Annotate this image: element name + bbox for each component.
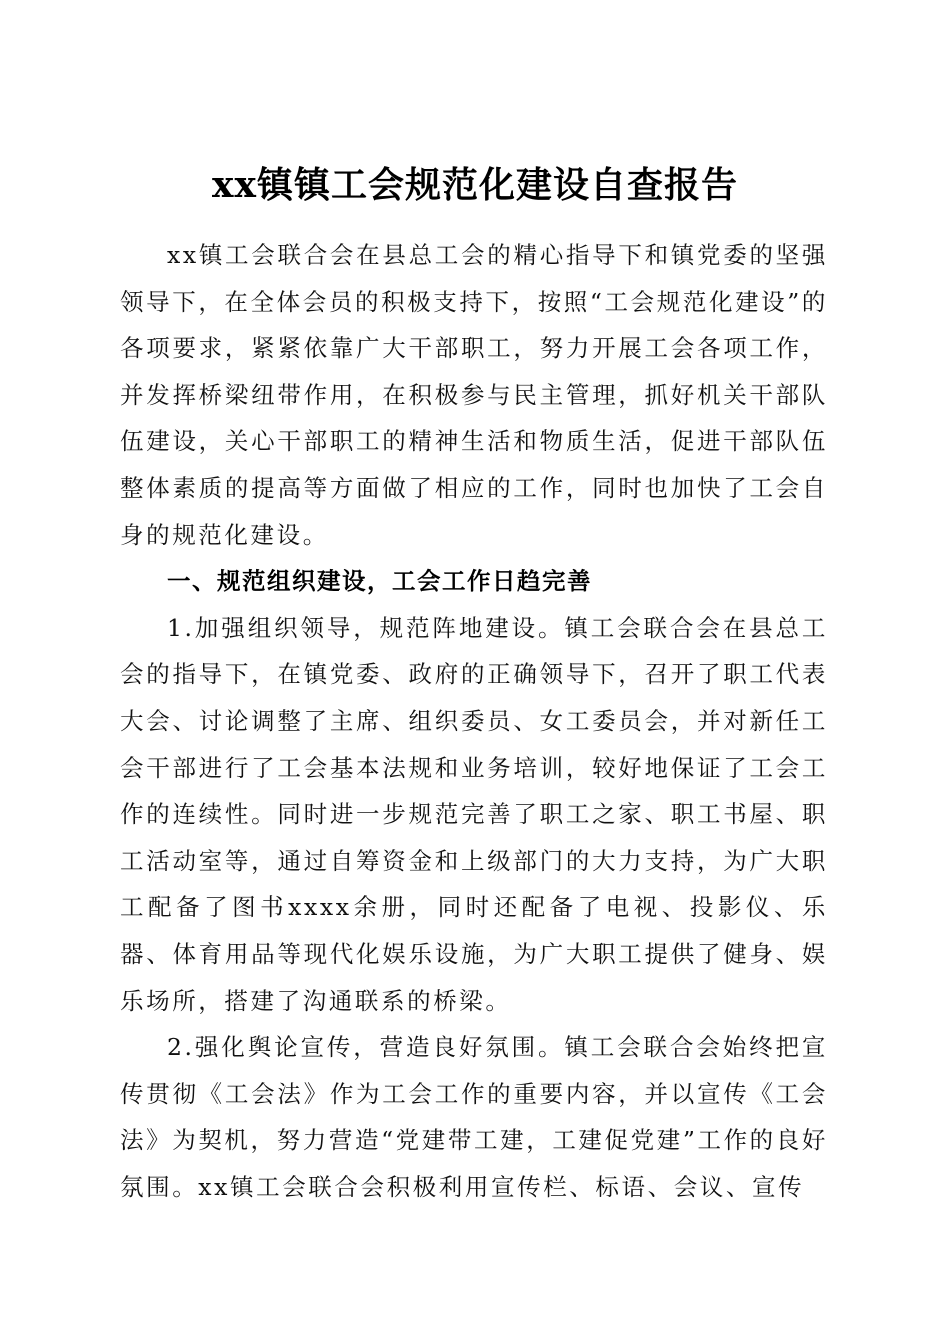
paragraph-2: 2.强化舆论宣传，营造良好氛围。镇工会联合会始终把宣传贯彻《工会法》作为工会工作的重要内容，并以宣传《工会法》为契机，努力营造“党建带工建，工建促党建”工作的良好氛围。xx镇工会联合会积极利用宣传栏、标语、会议、宣传: [120, 1033, 828, 1201]
intro-paragraph: xx镇工会联合会在县总工会的精心指导下和镇党委的坚强领导下，在全体会员的积极支持下，按照“工会规范化建设”的各项要求，紧紧依靠广大干部职工，努力开展工会各项工作，并发挥桥梁纽带作用，在积极参与民主管理，抓好机关干部队伍建设，关心干部职工的精神生活和物质生活，促进干部队伍整体素质的提高等方面做了相应的工作，同时也加快了工会自身的规范化建设。: [120, 241, 828, 549]
paragraph-1: 1.加强组织领导，规范阵地建设。镇工会联合会在县总工会的指导下，在镇党委、政府的正确领导下，召开了职工代表大会、讨论调整了主席、组织委员、女工委员会，并对新任工会干部进行了工会基本法规和业务培训，较好地保证了工会工作的连续性。同时进一步规范完善了职工之家、职工书屋、职工活动室等，通过自筹资金和上级部门的大力支持，为广大职工配备了图书xxxx余册，同时还配备了电视、投影仪、乐器、体育用品等现代化娱乐设施，为广大职工提供了健身、娱乐场所，搭建了沟通联系的桥梁。: [120, 613, 828, 1015]
section-heading: 一、规范组织建设，工会工作日趋完善: [167, 567, 592, 596]
document-body: [120, 232, 828, 1210]
document-title: xx镇镇工会规范化建设自查报告: [212, 164, 738, 207]
